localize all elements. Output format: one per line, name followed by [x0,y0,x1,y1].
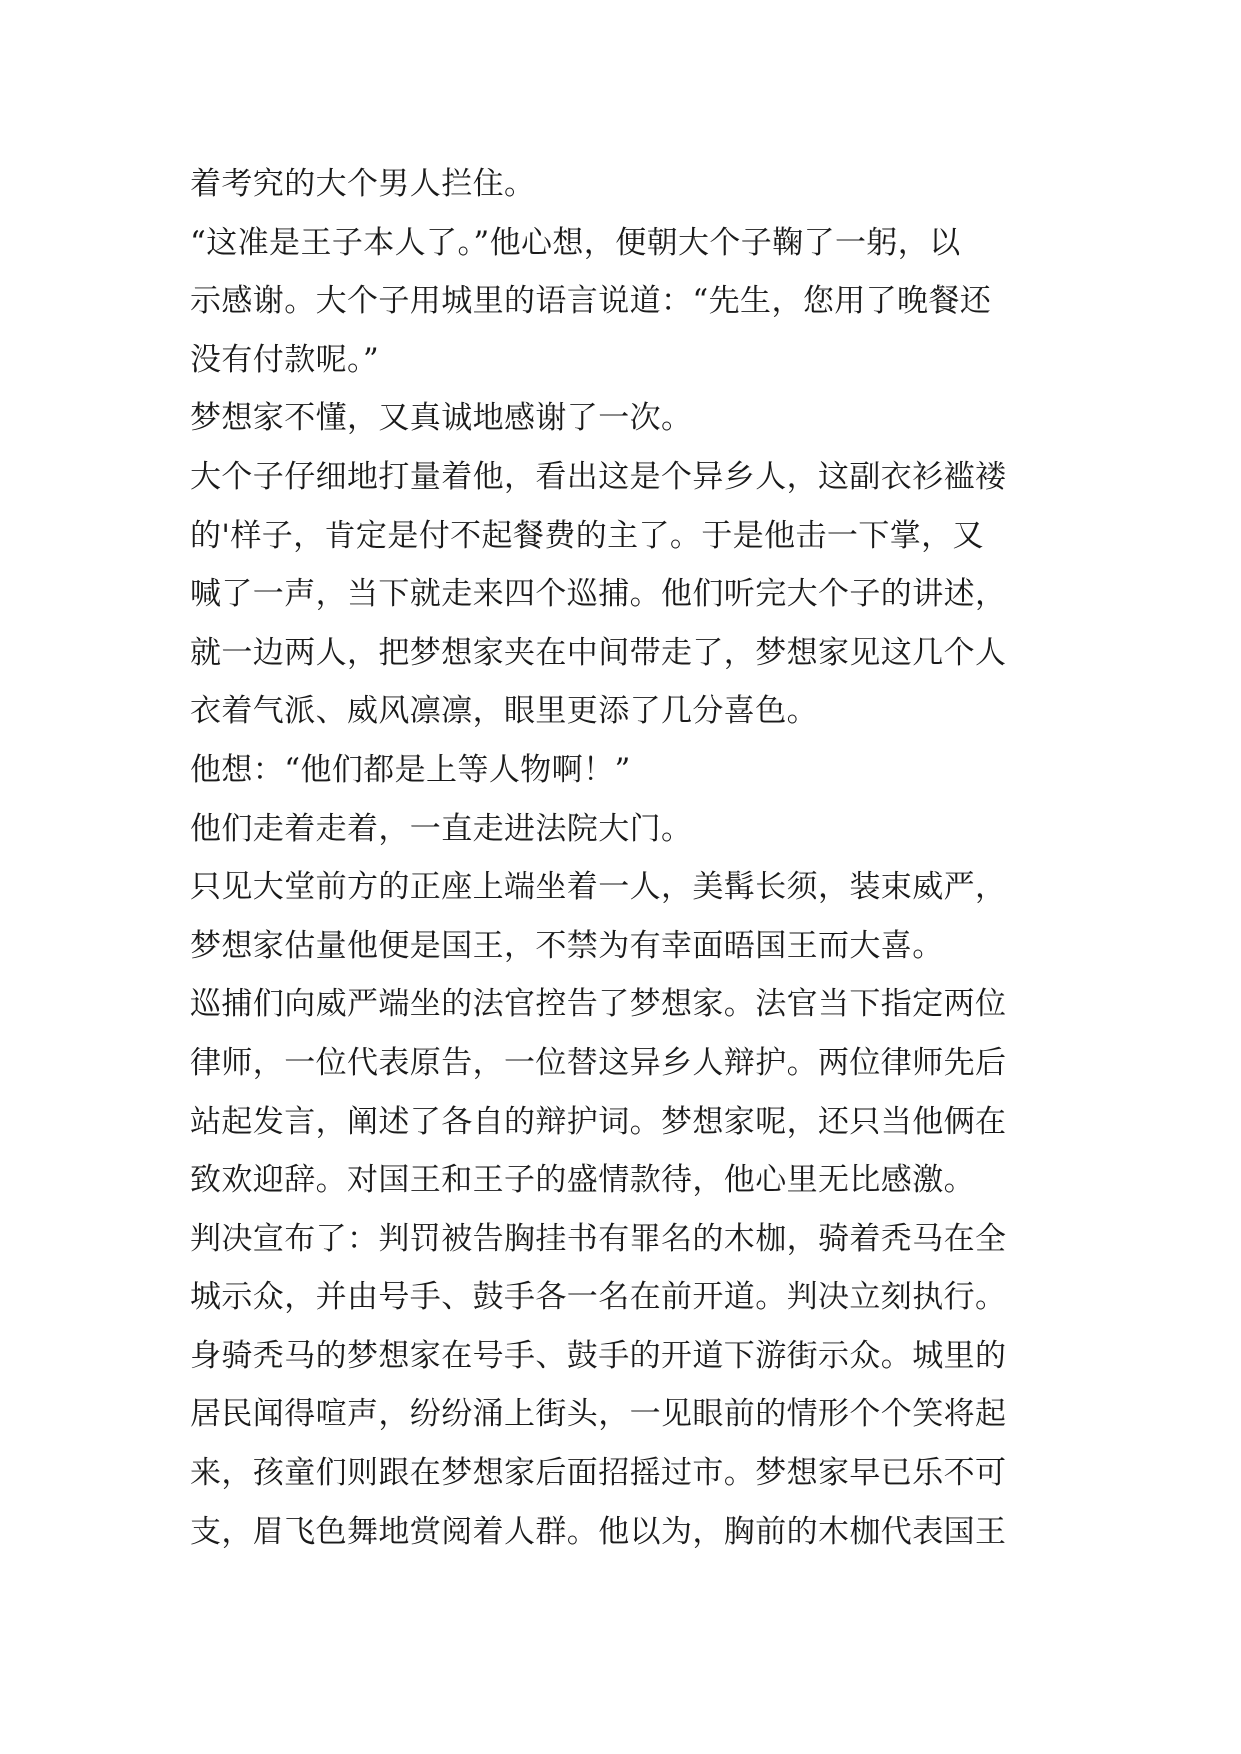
text-line-16: 律师，一位代表原告，一位替这异乡人辩护。两位律师先后 [190,1044,1007,1081]
text-line-24: 支，眉飞色舞地赏阅着人群。他以为，胸前的木枷代表国王 [190,1513,1007,1550]
text-line-13: 只见大堂前方的正座上端坐着一人，美髯长须，装束威严， [190,869,1007,906]
text-line-18: 致欢迎辞。对国王和王子的盛情款待，他心里无比感激。 [190,1162,975,1199]
text-line-22: 居民闻得喧声，纷纷涌上街头，一见眼前的情形个个笑将起 [190,1396,1007,1433]
text-line-5: 梦想家不懂，又真诚地感谢了一次。 [190,400,693,437]
text-line-8: 喊了一声，当下就走来四个巡捕。他们听完大个子的讲述， [190,576,1007,613]
text-line-9: 就一边两人，把梦想家夹在中间带走了，梦想家见这几个人 [190,634,1007,671]
text-line-21: 身骑秃马的梦想家在号手、鼓手的开道下游街示众。城里的 [190,1337,1007,1374]
text-line-7: 的'样子，肯定是付不起餐费的主了。于是他击一下掌，又 [190,517,984,554]
text-line-11: 他想：“他们都是上等人物啊！” [190,751,631,788]
text-line-12: 他们走着走着，一直走进法院大门。 [190,810,693,847]
text-line-4: 没有付款呢。” [190,341,380,378]
text-line-2: “这准是王子本人了。”他心想，便朝大个子鞠了一躬，以 [190,224,961,261]
text-line-17: 站起发言，阐述了各自的辩护词。梦想家呢，还只当他俩在 [190,1103,1007,1140]
text-line-1: 着考究的大个男人拦住。 [190,166,536,202]
body-text [190,155,1090,1561]
text-line-14: 梦想家估量他便是国王，不禁为有幸面晤国王而大喜。 [190,927,944,964]
text-line-6: 大个子仔细地打量着他，看出这是个异乡人，这副衣衫褴褛 [190,458,1007,495]
text-line-15: 巡捕们向威严端坐的法官控告了梦想家。法官当下指定两位 [190,986,1007,1023]
text-line-10: 衣着气派、威风凛凛，眼里更添了几分喜色。 [190,693,818,730]
text-line-3: 示感谢。大个子用城里的语言说道：“先生，您用了晚餐还 [190,283,992,320]
text-line-23: 来，孩童们则跟在梦想家后面招摇过市。梦想家早已乐不可 [190,1455,1007,1492]
text-line-19: 判决宣布了：判罚被告胸挂书有罪名的木枷，骑着秃马在全 [190,1220,1007,1257]
text-line-20: 城示众，并由号手、鼓手各一名在前开道。判决立刻执行。 [190,1279,1007,1316]
